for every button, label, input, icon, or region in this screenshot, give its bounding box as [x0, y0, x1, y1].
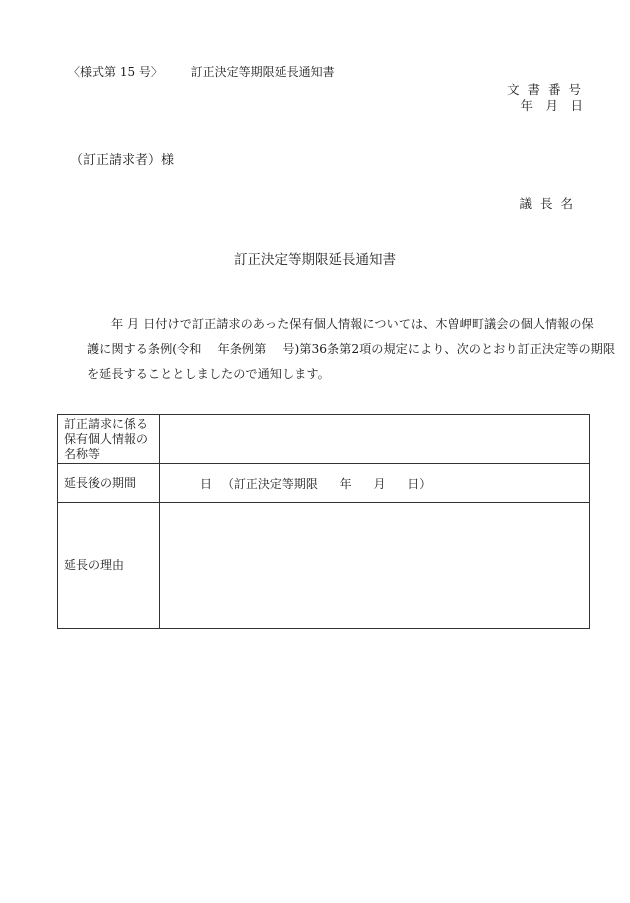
body-line-1: 年 月 日付けで訂正請求のあった保有個人情報については、木曽岬町議会の個人情報の保 — [111, 317, 594, 331]
extension-period-label: 延長後の期間 — [58, 464, 160, 503]
table-row — [58, 415, 590, 464]
body-line-2: 護に関する条例(令和 年条例第 号)第36条第2項の規定により、次のとおり訂正決定等の期限 — [87, 342, 616, 356]
info-name-label: 訂正請求に係る保有個人情報の名称等 — [58, 415, 160, 464]
body-text — [87, 312, 616, 387]
form-header — [68, 63, 335, 80]
document-title: 訂正決定等期限延長通知書 — [234, 252, 396, 268]
extension-reason-label: 延長の理由 — [58, 503, 160, 629]
body-line-3: を延長することとしましたので通知します。 — [87, 367, 330, 381]
info-name-value — [160, 415, 590, 464]
addressee: （訂正請求者）様 — [70, 153, 175, 168]
form-number: 〈様式第 15 号〉 — [68, 65, 163, 79]
chairman-name-label: 議 長 名 — [519, 196, 575, 211]
document-number-label: 文 書 番 号 — [507, 82, 583, 97]
form-header-title: 訂正決定等期限延長通知書 — [190, 65, 335, 79]
table-row — [58, 464, 590, 503]
extension-period-cell — [160, 464, 590, 503]
info-table — [57, 414, 590, 629]
extension-reason-value — [160, 503, 590, 629]
table-row — [58, 503, 590, 629]
extension-period-value: 日 （訂正決定等期限 年 月 日） — [200, 476, 432, 491]
document-date-label: 年 月 日 — [520, 98, 583, 113]
